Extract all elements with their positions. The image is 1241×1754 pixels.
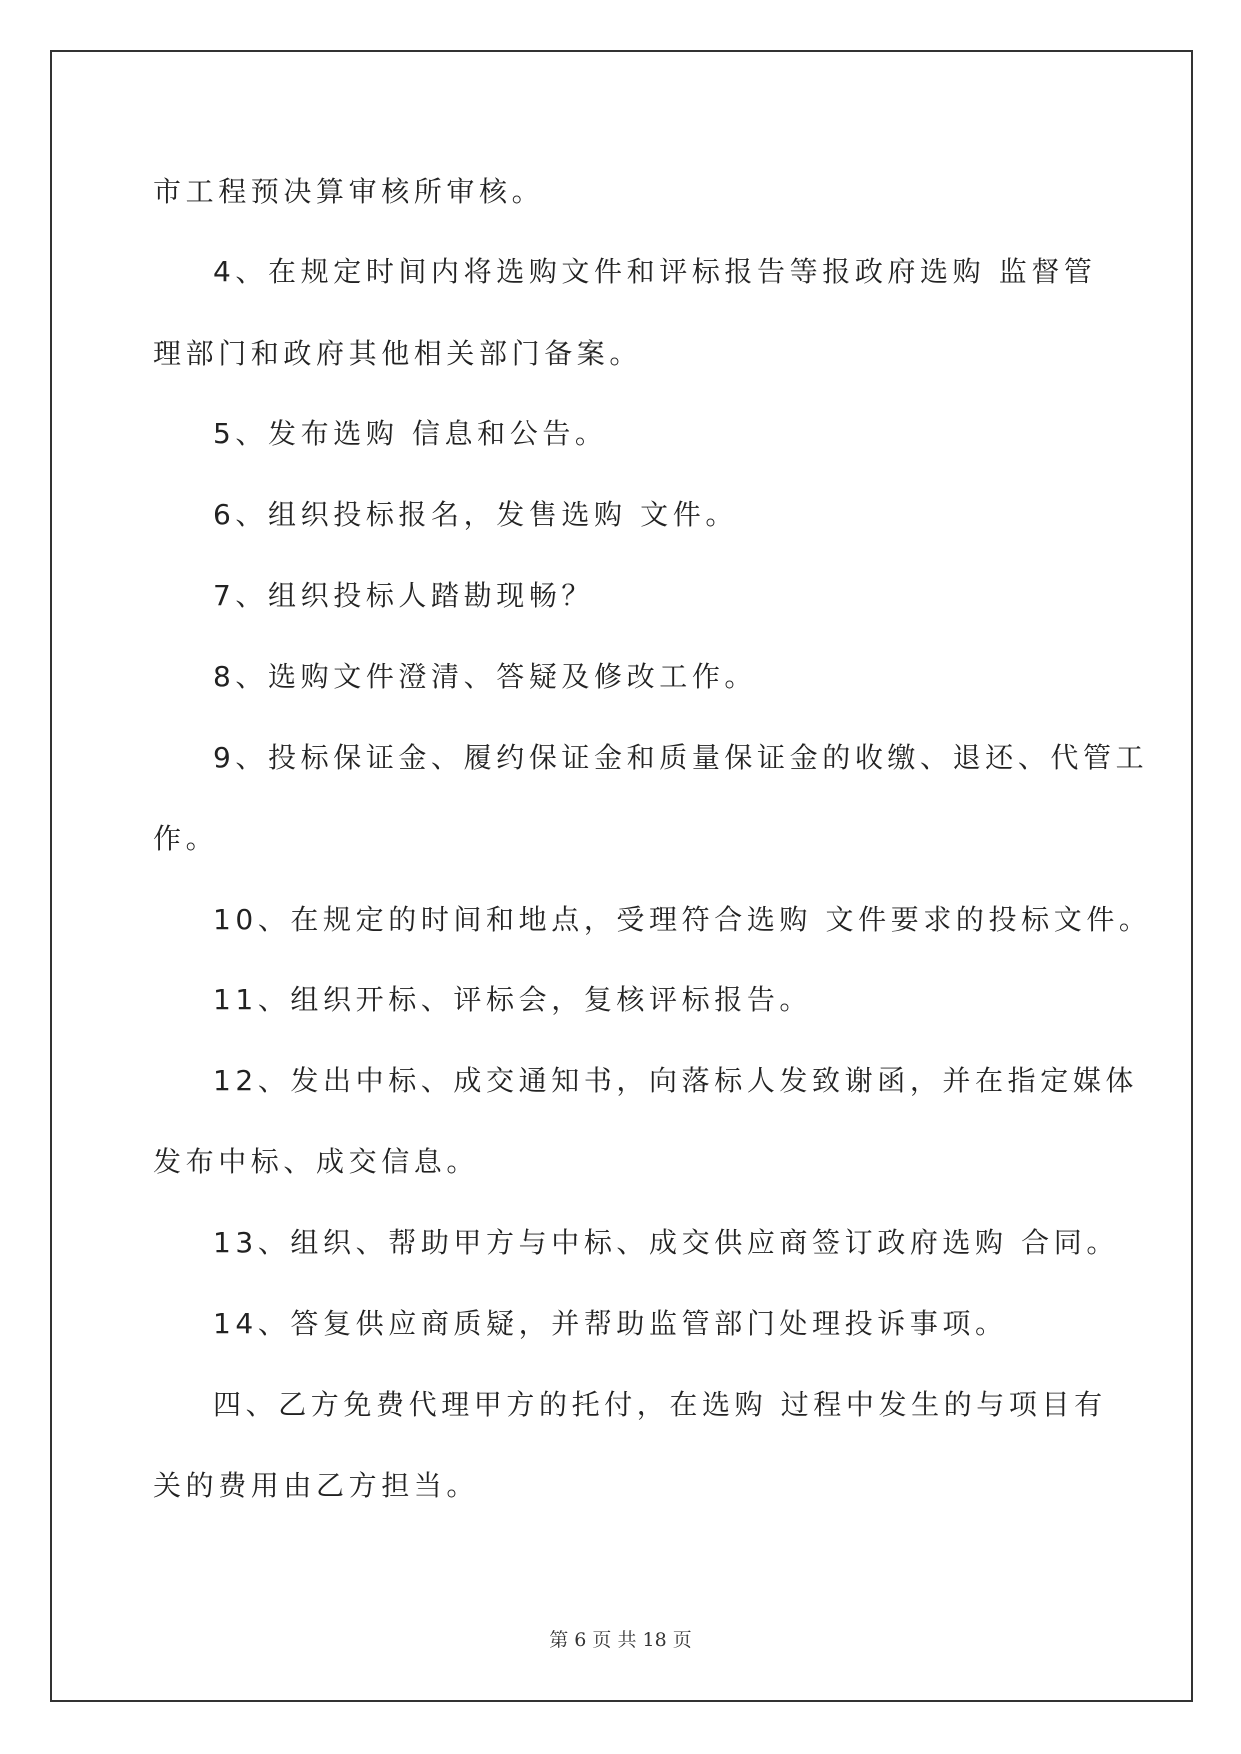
text-line: 4、在规定时间内将选购文件和评标报告等报政府选购 监督管 — [213, 255, 1097, 288]
page-number-footer: 第 6 页 共 18 页 — [549, 1629, 692, 1651]
page-border — [50, 50, 1193, 1702]
text-line: 8、选购文件澄清、答疑及修改工作。 — [213, 660, 758, 693]
text-line: 9、投标保证金、履约保证金和质量保证金的收缴、退还、代管工 — [213, 741, 1149, 774]
text-line: 7、组织投标人踏勘现畅？ — [213, 579, 595, 612]
text-line: 发布中标、成交信息。 — [153, 1145, 480, 1178]
text-line: 市工程预决算审核所审核。 — [153, 175, 545, 208]
text-line: 12、发出中标、成交通知书，向落标人发致谢函，并在指定媒体 — [213, 1064, 1139, 1097]
text-line: 11、组织开标、评标会，复核评标报告。 — [213, 983, 813, 1016]
text-line: 5、发布选购 信息和公告。 — [213, 417, 608, 450]
text-line: 关的费用由乙方担当。 — [153, 1469, 480, 1502]
text-line: 10、在规定的时间和地点，受理符合选购 文件要求的投标文件。 — [213, 903, 1152, 936]
text-line: 6、组织投标报名，发售选购 文件。 — [213, 498, 738, 531]
text-line: 13、组织、帮助甲方与中标、成交供应商签订政府选购 合同。 — [213, 1226, 1119, 1259]
text-line: 理部门和政府其他相关部门备案。 — [153, 337, 643, 370]
text-line: 作。 — [153, 822, 219, 855]
text-line: 四、乙方免费代理甲方的托付，在选购 过程中发生的与项目有 — [213, 1388, 1107, 1421]
text-line: 14、答复供应商质疑，并帮助监管部门处理投诉事项。 — [213, 1307, 1008, 1340]
